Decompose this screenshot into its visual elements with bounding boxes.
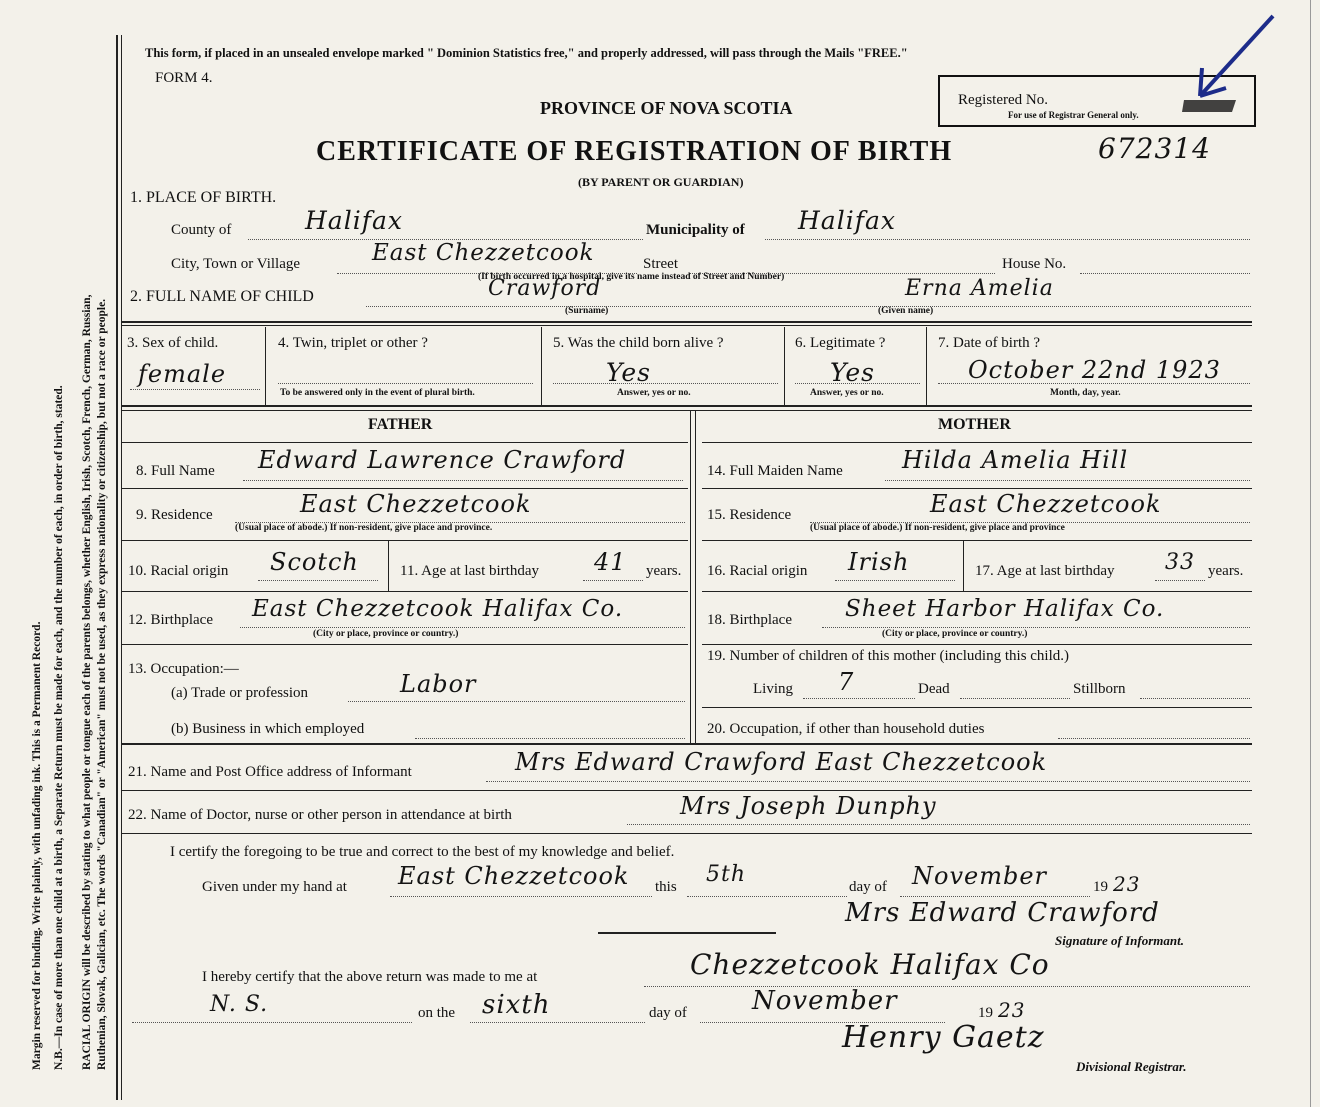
mother-occupation-line [1058,737,1250,739]
signature-line-informant [598,932,776,934]
city-label: City, Town or Village [171,256,301,272]
informant-value: Mrs Edward Crawford East Chezzetcook [515,748,1048,776]
informant-label: 21. Name and Post Office address of Informant [128,764,412,780]
mother-children-label: 19. Number of children of this mother (including this child.) [707,648,1070,664]
municipality-label: Municipality of [646,222,745,238]
father-business-line [415,737,685,739]
twin-note: To be answered only in the event of plural birth. [280,388,475,398]
county-label: County of [171,222,232,238]
alive-line [553,382,778,384]
child-surname: Crawford [488,276,602,301]
rule-mother-5 [702,644,1252,645]
right-page-edge [1310,0,1311,1107]
divider-3-4 [265,327,266,405]
registrar-place: Chezzetcook Halifax Co [690,948,1050,981]
twin-label: 4. Twin, triplet or other ? [278,335,428,351]
left-border-inner [121,35,122,1100]
rule-mother-head [702,442,1252,443]
legitimate-note: Answer, yes or no. [810,388,884,398]
mother-residence-note: (Usual place of abode.) If non-resident, give place and province [810,523,1065,533]
house-number-label: House No. [1002,256,1067,272]
father-occupation-label: 13. Occupation:— [128,661,239,677]
alive-note: Answer, yes or no. [617,388,691,398]
rule-mother-6 [702,707,1252,708]
divider-5-6 [784,327,785,405]
father-birthplace: East Chezzetcook Halifax Co. [252,596,624,622]
mother-race-label: 16. Racial origin [707,563,808,579]
certificate-subtitle: (BY PARENT OR GUARDIAN) [578,175,744,189]
given-day-line [687,895,847,897]
sex-line [130,388,260,390]
father-race-line [258,579,378,581]
father-residence-note: (Usual place of abode.) If non-resident, give place and province. [235,523,493,533]
dob-note: Month, day, year. [1050,388,1121,398]
father-trade-line [348,700,685,702]
given-place-line [390,895,652,897]
registration-number: 672314 [1098,132,1211,165]
registrar-day: sixth [482,990,551,1020]
given-name-caption: (Given name) [878,306,934,316]
margin-note-2: N.B.—In case of more than one child at a birth, a Separate Return must be made for each, and the number of each, in order of birth, stated. [53,385,65,1070]
mother-residence-label: 15. Residence [707,507,792,523]
mother-name-label: 14. Full Maiden Name [707,463,843,479]
father-birthplace-line [240,626,685,628]
check-mark-icon [1178,12,1278,117]
divider-4-5 [541,327,542,405]
father-age-line [583,579,643,581]
father-business-label: (b) Business in which employed [171,721,365,737]
left-border [116,35,118,1100]
father-heading: FATHER [368,416,433,433]
legitimate-line [795,382,920,384]
mother-heading: MOTHER [938,416,1011,433]
certify-statement: I certify the foregoing to be true and correct to the best of my knowledge and belief. [170,844,675,860]
given-month-line [900,895,1090,897]
informant-line [486,780,1250,782]
mail-notice: This form, if placed in an unsealed envelope marked " Dominion Statistics free," and properly addressed, will pass through the Mails "FREE." [145,46,908,60]
form-number: FORM 4. [155,70,213,86]
dob-value: October 22nd 1923 [968,356,1221,384]
margin-note-1: Margin reserved for binding. Write plainly, with unfading ink. This is a Permanent Record. [31,621,43,1070]
mother-name: Hilda Amelia Hill [902,446,1129,474]
parents-divider-2 [695,410,696,743]
father-name-label: 8. Full Name [136,463,215,479]
attendant-line [627,823,1250,825]
day-of-label: day of [849,879,887,895]
sex-label: 3. Sex of child. [127,335,219,351]
rule-father-3 [122,540,688,541]
province-heading: PROVINCE OF NOVA SCOTIA [540,98,793,118]
father-trade: Labor [400,670,477,698]
rule-father-5 [122,644,688,645]
mother-birthplace-line [822,626,1250,628]
city-value: East Chezzetcook [372,240,595,266]
child-name-line [366,305,1251,307]
given-day: 5th [706,862,747,887]
parents-divider [690,410,691,743]
attendant-label: 22. Name of Doctor, nurse or other person in attendance at birth [128,807,512,823]
living-label: Living [753,681,793,697]
stillborn-line [1140,697,1250,699]
father-years-label: years. [646,563,682,579]
informant-signature: Mrs Edward Crawford [845,898,1160,928]
mother-race-line [835,579,955,581]
father-name-line [243,479,683,481]
municipality-line [765,238,1250,240]
child-name-label: 2. FULL NAME OF CHILD [130,288,314,305]
dob-line [938,382,1250,384]
sex-value: female [138,360,227,388]
registered-no-label: Registered No. [958,92,1048,108]
registrar-statement: I hereby certify that the above return was made to me at [202,969,538,985]
father-age: 41 [594,548,627,576]
mother-birthplace: Sheet Harbor Halifax Co. [845,596,1165,622]
rule-informant [122,790,1252,791]
registrar-signature: Henry Gaetz [842,1020,1045,1055]
father-residence-label: 9. Residence [136,507,213,523]
father-name: Edward Lawrence Crawford [258,446,627,474]
father-race-divider [388,541,389,591]
hospital-note: (If birth occurred in a hospital, give its name instead of Street and Number) [478,272,785,282]
stillborn-label: Stillborn [1073,681,1126,697]
given-under-label: Given under my hand at [202,879,347,895]
this-label: this [655,879,677,895]
year-prefix-2: 19 [978,1005,993,1021]
registrar-year: 23 [998,998,1026,1022]
mother-race: Irish [848,548,910,576]
rule-mother-3 [702,540,1252,541]
mother-years-label: years. [1208,563,1244,579]
certificate-title: CERTIFICATE OF REGISTRATION OF BIRTH [316,136,953,167]
father-residence: East Chezzetcook [300,490,532,518]
alive-label: 5. Was the child born alive ? [553,335,724,351]
legitimate-value: Yes [830,358,875,387]
informant-signature-caption: Signature of Informant. [1055,933,1184,948]
mother-name-line [885,479,1250,481]
mother-residence: East Chezzetcook [930,490,1162,518]
alive-value: Yes [606,358,651,387]
on-the-label: on the [418,1005,456,1021]
rule-attendant [122,833,1252,834]
rule-mother-2 [702,488,1252,489]
rule-father-head [122,442,688,443]
child-given-name: Erna Amelia [905,276,1054,301]
mother-occupation-label: 20. Occupation, if other than household duties [707,721,985,737]
mother-age-line [1155,579,1205,581]
father-race-label: 10. Racial origin [128,563,229,579]
dead-line [960,697,1070,699]
margin-note-3: RACIAL ORIGIN will be described by stating to what people or tongue each of the parents belongs, whether English, Irish, Scotch, French, German, Russian, [81,294,93,1070]
mother-birthplace-label: 18. Birthplace [707,612,792,628]
mother-race-divider [963,541,964,591]
father-birthplace-label: 12. Birthplace [128,612,213,628]
father-trade-label: (a) Trade or profession [171,685,309,701]
rule-father-4 [122,591,688,592]
year-prefix-1: 19 [1093,879,1108,895]
rule-mother-4 [702,591,1252,592]
registrar-day-of-label: day of [649,1005,687,1021]
father-birthplace-note: (City or place, province or country.) [313,629,459,639]
registrar-day-line [470,1021,645,1023]
mother-age-label: 17. Age at last birthday [975,563,1115,579]
rule-father-2 [122,488,688,489]
legitimate-label: 6. Legitimate ? [795,335,886,351]
municipality-value: Halifax [798,206,896,235]
mother-age: 33 [1165,550,1195,575]
given-year: 23 [1113,872,1141,896]
rule-child-top [122,321,1252,323]
attendant-value: Mrs Joseph Dunphy [680,792,937,820]
father-race: Scotch [270,548,359,576]
rule-parents-top-2 [122,410,1252,411]
dead-label: Dead [918,681,950,697]
registrar-signature-caption: Divisional Registrar. [1076,1059,1187,1074]
given-month: November [912,862,1048,890]
registrar-place-line-2 [132,1021,412,1023]
rule-parents-top [122,405,1252,407]
divider-6-7 [926,327,927,405]
place-of-birth-label: 1. PLACE OF BIRTH. [130,189,277,206]
rule-child-top-2 [122,325,1252,326]
registrar-place-line [644,985,1250,987]
registrar-general-note: For use of Registrar General only. [1008,110,1139,120]
surname-caption: (Surname) [565,306,609,316]
house-number-line [1080,272,1250,274]
given-place: East Chezzetcook [398,862,630,890]
registrar-month: November [752,986,898,1016]
father-age-label: 11. Age at last birthday [400,563,539,579]
street-label: Street [643,256,678,272]
rule-parents-bottom [122,743,1252,745]
living-line [803,697,915,699]
living-count: 7 [838,668,855,696]
registrar-place-2: N. S. [210,992,269,1017]
twin-line [278,382,533,384]
county-value: Halifax [305,206,403,235]
margin-note-4: Ruthenian, Slovak, Galician, etc. The words "Canadian" or "American" must not be used, as they express nationality or citizenship, but not a race or people. [96,298,108,1070]
mother-birthplace-note: (City or place, province or country.) [882,629,1028,639]
dob-label: 7. Date of birth ? [938,335,1041,351]
